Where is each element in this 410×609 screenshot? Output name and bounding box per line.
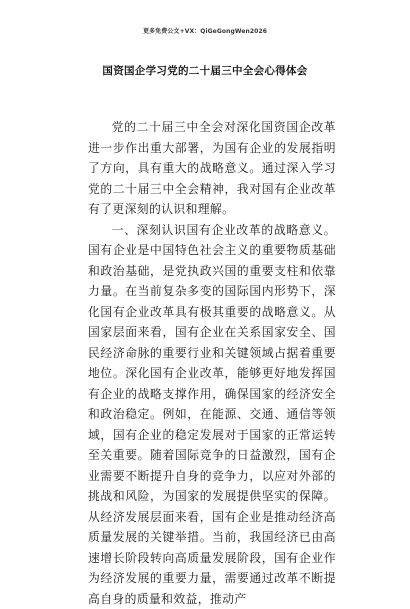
header-note: 更多免费公文+VX：QiGeGongWen2026 <box>0 26 410 35</box>
paragraph-intro: 党的二十届三中全会对深化国资国企改革进一步作出重大部署，为国有企业的发展指明了方向，具有重大的战略意义。通过深入学习党的二十届三中全会精神，我对国有企业改革有了更深刻的认识和理解。 <box>88 117 336 220</box>
document-title: 国资国企学习党的二十届三中全会心得体会 <box>0 63 410 78</box>
document-body <box>88 117 336 609</box>
paragraph-section-one: 一、深刻认识国有企业改革的战略意义。国有企业是中国特色社会主义的重要物质基础和政治基础，是党执政兴国的重要支柱和依靠力量。在当前复杂多变的国际国内形势下，深化国有企业改革具有极其重要的战略意义。从国家层面来看，国有企业在关系国家安全、国民经济命脉的重要行业和关键领域占据着重要地位。深化国有企业改革，能够更好地发挥国有企业的战略支撑作用，确保国家的经济安全和政治稳定。例如，在能源、交通、通信等领域，国有企业的稳定发展对于国家的正常运转至关重要。随着国际竞争的日益激烈，国有企业需要不断提升自身的竞争力，以应对外部的挑战和风险，为国家的发展提供坚实的保障。从经济发展层面来看，国有企业是推动经济高质量发展的关键举措。当前，我国经济已由高速增长阶段转向高质量发展阶段，国有企业作为经济发展的重要力量，需要通过改革不断提高自身的质量和效益，推动产 <box>88 220 336 609</box>
